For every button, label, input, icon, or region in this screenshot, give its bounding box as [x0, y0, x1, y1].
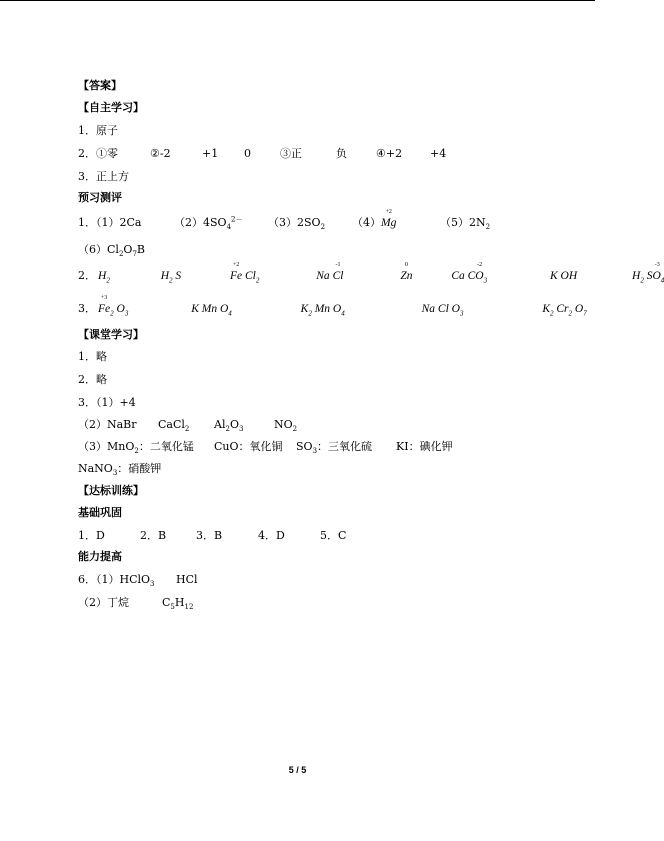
chemical-formula: $H_2$ S [160, 270, 182, 285]
q2-item: 0 [244, 147, 251, 160]
q2-item: ④+2 [376, 147, 403, 160]
q3-prefix: 3． [78, 302, 96, 315]
q1-item-3: $(3)2SO_2$ [268, 216, 326, 232]
q2-prefix: 2． [78, 269, 96, 282]
classroom-q3d: NaNO$_3$：硝酸钾 [78, 462, 162, 478]
chemical-formula: Ca CO -2 $_3$ [451, 262, 488, 285]
answer-item: 5．C [320, 529, 347, 542]
q1-item-1: 1．（1）2Ca [78, 216, 142, 229]
answer-item: 3．B [196, 529, 223, 542]
q2-item: 2．①零 [78, 147, 118, 160]
top-rule [0, 0, 595, 1]
answer-header: 【答案】 [78, 79, 122, 92]
self-study-header: 【自主学习】 [78, 101, 144, 114]
answer-item: 2．B [140, 529, 167, 542]
standard-header: 【达标训练】 [78, 484, 144, 497]
answer-item: 1．D [78, 529, 105, 542]
chemical-formula: Na Cl -1 [316, 262, 344, 282]
chemical-formula: Fe +3 $_2$ $O_3$ [98, 295, 129, 318]
chemical-formula: $H_2$ SO -3 $_4$ [632, 262, 664, 285]
q2-item: +1 [202, 147, 219, 160]
q2-item: ②-2 [150, 147, 171, 160]
preview-q2 [78, 262, 664, 285]
basic-subheader: 基础巩固 [78, 506, 122, 519]
q1-item-2: $(2)4SO_4^{2-}$ [174, 215, 243, 232]
q2-item: ③正 [280, 147, 302, 160]
self-study-q3: 3．正上方 [78, 170, 129, 183]
classroom-q1: 1．略 [78, 350, 107, 363]
self-study-q1: 1．原子 [78, 124, 118, 137]
classroom-q3a: 3．（1）+4 [78, 396, 136, 409]
classroom-q2: 2．略 [78, 373, 107, 386]
chemical-formula: K Mn $O_4$ [191, 303, 232, 318]
preview-q3 [78, 295, 587, 318]
advanced-subheader: 能力提高 [78, 550, 122, 563]
chemical-formula: Fe +2 $Cl_2$ [230, 262, 260, 285]
chemical-formula: K OH [550, 270, 578, 282]
page-number: 5 / 5 [288, 765, 307, 775]
chemical-formula: Zn 0 [400, 262, 413, 282]
chemical-formula: Na Cl $O_3$ [421, 303, 464, 318]
preview-header: 预习测评 [78, 191, 122, 204]
classroom-header: 【课堂学习】 [78, 328, 144, 341]
q2-item: +4 [430, 147, 447, 160]
chemical-formula: $K_2$ Mn $O_4$ [300, 303, 345, 318]
chemical-formula: $K_2$ $Cr_2$ $O_7$ [542, 303, 587, 318]
q2-item: 负 [336, 147, 347, 160]
chemical-formula: $H_2$ [98, 270, 110, 285]
q1-item-4: （4） +2 Mg [352, 209, 397, 229]
answer-item: 4．D [258, 529, 285, 542]
q1-item-5: $(5)2N_2$ [440, 216, 491, 232]
preview-q1-6: $(6)Cl_2O_7B$ [78, 243, 145, 259]
